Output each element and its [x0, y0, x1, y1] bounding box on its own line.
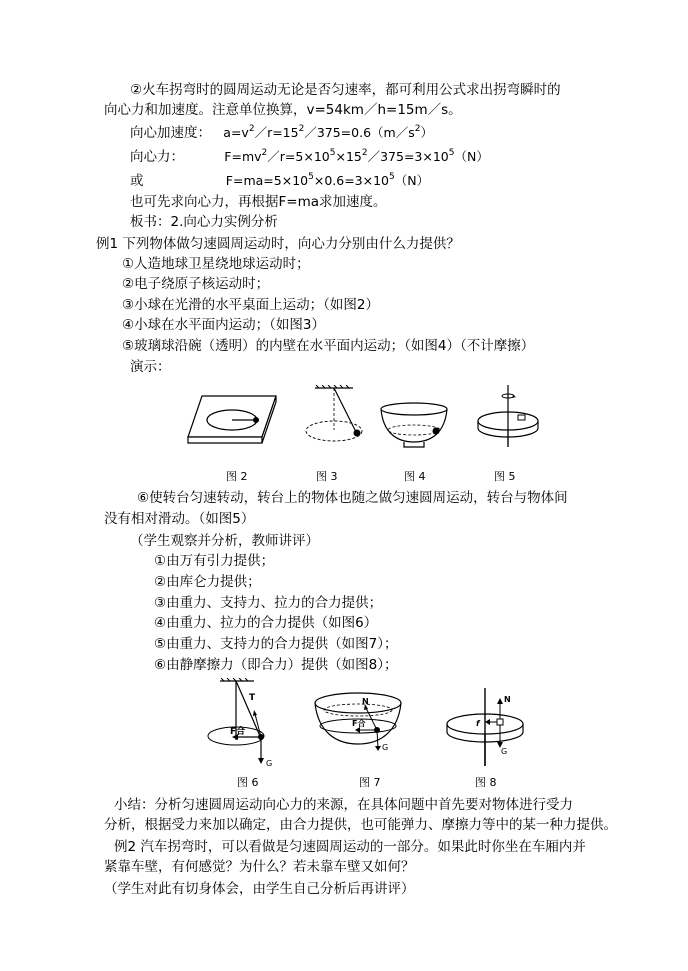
answer-item: ③由重力、支持力、拉力的合力提供；	[154, 595, 383, 611]
answer-item: ⑥由静摩擦力（即合力）提供（如图8）；	[154, 657, 398, 673]
figure-8-caption: 图 8	[475, 776, 497, 789]
formula-acceleration: 向心加速度： $a=v^2/r=15^2/375=0.6(m/s^2)$	[130, 124, 433, 141]
figure-8-turntable-forces	[443, 686, 533, 768]
figure-4-caption: 图 4	[404, 470, 426, 483]
answer-item: ②由库仑力提供；	[154, 574, 261, 590]
figure-2-caption: 图 2	[226, 470, 248, 483]
example-1-title: 例1 下列物体做匀速圆周运动时，向心力分别由什么力提供？	[96, 236, 460, 252]
question-item: ⑤玻璃球沿碗（透明）的内壁在水平面内运动；（如图4）（不计摩擦）	[122, 338, 535, 354]
demo-label: 演示：	[130, 359, 171, 375]
question-item: ③小球在光滑的水平桌面上运动；（如图2）	[122, 297, 379, 313]
figure-3-pendulum	[295, 385, 375, 447]
figure-6-caption: 图 6	[237, 776, 259, 789]
formula-force: 向心力： $F=mv^2/r=5\times 10^5\times 15^2/375=3\times 10^5(N)$	[130, 148, 489, 165]
paragraph-line: 也可先求向心力，再根据F=ma求加速度。	[130, 194, 387, 210]
example-2-line: 例2 汽车拐弯时，可以看做是匀速圆周运动的一部分。如果此时你坐在车厢内并	[114, 839, 586, 855]
example-2-line: 紧靠车壁，有何感觉？为什么？若未靠车壁又如何？	[104, 859, 415, 875]
paragraph-line: ⑥使转台匀速转动，转台上的物体也随之做匀速圆周运动，转台与物体间	[137, 490, 568, 506]
example-2-note: （学生对此有切身体会，由学生自己分析后再讲评）	[104, 881, 415, 897]
paragraph-line: 没有相对滑动。（如图5）	[104, 511, 255, 527]
analysis-note: （学生观察并分析，教师讲评）	[130, 533, 319, 549]
figure-5-turntable	[472, 383, 544, 449]
formula-force-alt: 或 $F=ma=5\times 10^5\times 0.6=3\times 10^5(N)$	[130, 172, 430, 189]
figure-2-table	[186, 393, 278, 451]
net-force-label: F合	[230, 727, 246, 737]
figure-7-bowl-forces	[312, 690, 408, 752]
summary-line: 分析，根据受力来加以确定，由合力提供，也可能弹力、摩擦力等中的某一种力提供。	[104, 817, 617, 833]
gravity-label: G	[266, 759, 273, 768]
gravity-label: G	[382, 743, 389, 752]
figure-6-pendulum-forces	[200, 678, 290, 770]
question-item: ②电子绕原子核运动时；	[122, 276, 270, 292]
tension-label: T	[249, 693, 256, 703]
figure-4-bowl	[378, 400, 453, 452]
net-force-label: F合	[352, 719, 366, 728]
answer-item: ④由重力、拉力的合力提供（如图6）	[154, 615, 378, 631]
gravity-label: G	[501, 747, 508, 756]
figure-5-caption: 图 5	[494, 470, 516, 483]
question-item: ④小球在水平面内运动；（如图3）	[122, 317, 325, 333]
normal-label: N	[362, 697, 369, 706]
figure-3-caption: 图 3	[316, 470, 338, 483]
summary-line: 小结：分析匀速圆周运动向心力的来源，在具体问题中首先要对物体进行受力	[114, 797, 573, 813]
board-note: 板书：2.向心力实例分析	[130, 214, 278, 230]
paragraph-line: ②火车拐弯时的圆周运动无论是否匀速率，都可利用公式求出拐弯瞬时的	[130, 82, 561, 98]
answer-item: ①由万有引力提供；	[154, 553, 275, 569]
figure-7-caption: 图 7	[359, 776, 381, 789]
normal-label: N	[504, 695, 511, 704]
answer-item: ⑤由重力、支持力的合力提供（如图7）；	[154, 636, 398, 652]
question-item: ①人造地球卫星绕地球运动时；	[122, 256, 310, 272]
friction-label: f	[476, 719, 480, 728]
paragraph-line: 向心力和加速度。注意单位换算，v=54km／h=15m／s。	[104, 102, 462, 118]
